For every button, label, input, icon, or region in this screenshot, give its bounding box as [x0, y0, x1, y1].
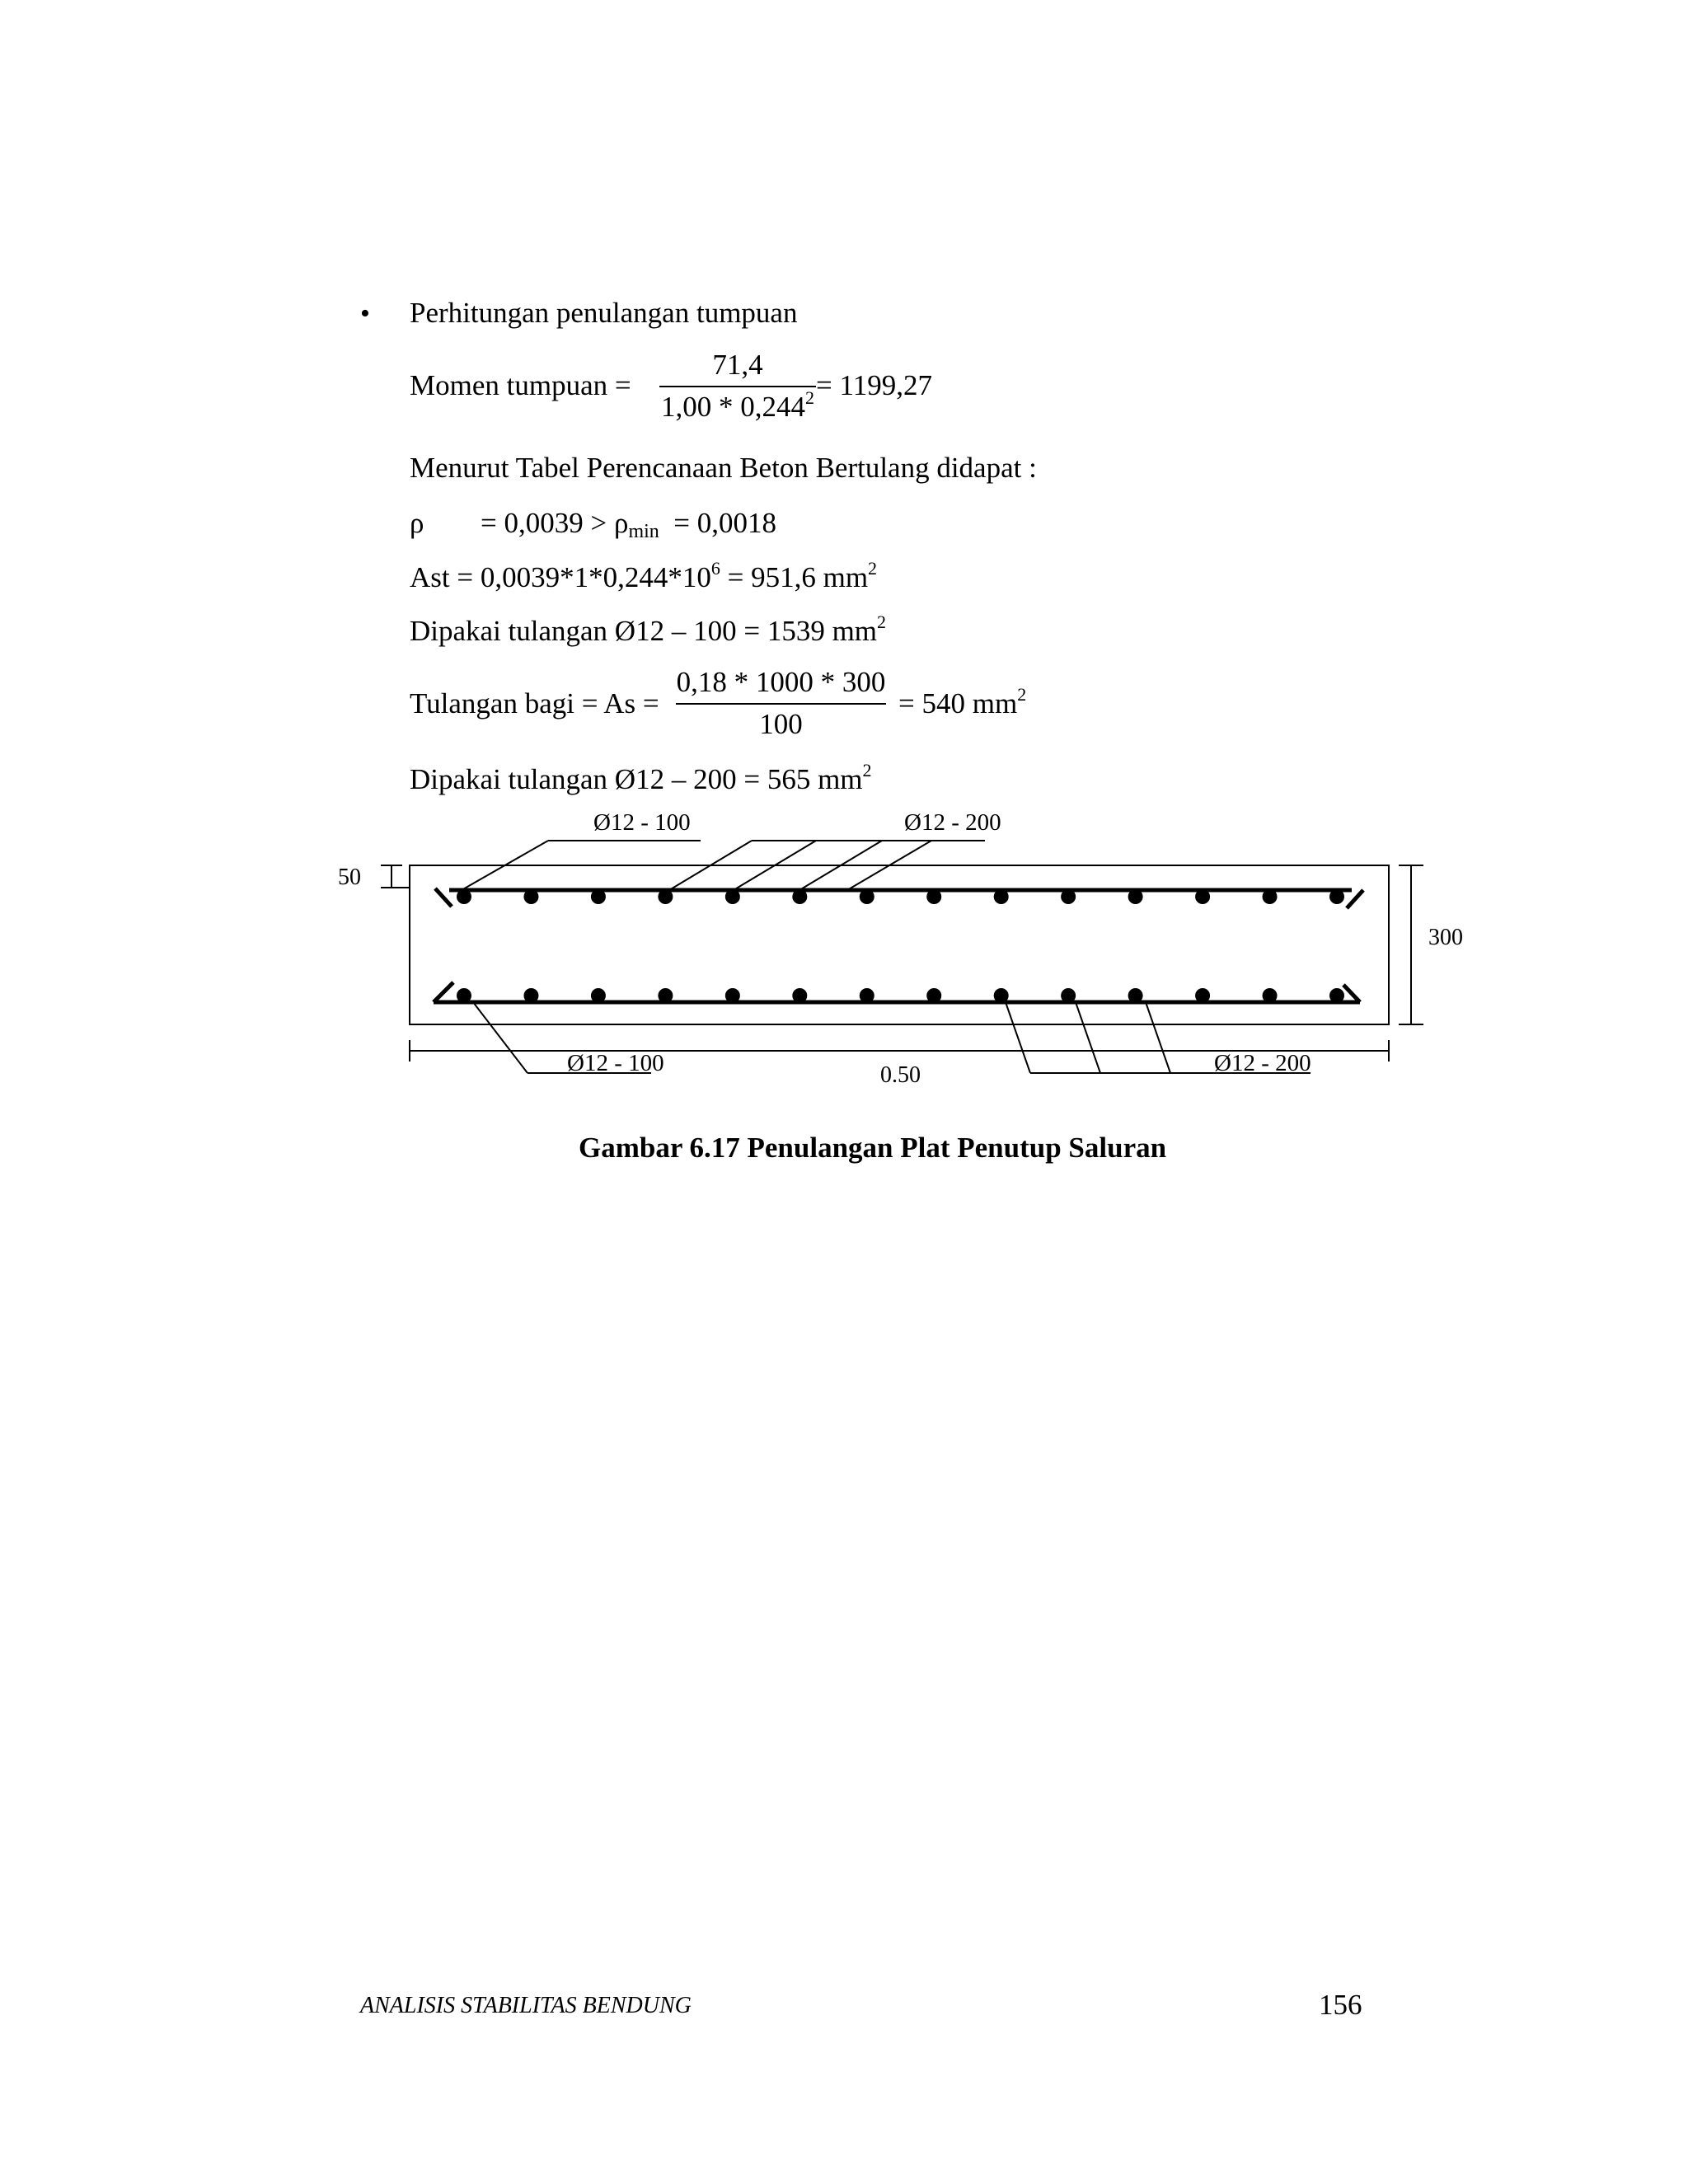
- leader-line: [473, 1002, 528, 1073]
- distribution-result: = 540 $mm^2$: [898, 684, 1027, 719]
- bottom-rebar-dot: [1128, 988, 1143, 1003]
- top-rebar-dot: [523, 889, 538, 904]
- moment-result: = 1199,27: [816, 369, 932, 401]
- top-rebar-dot: [1329, 889, 1344, 904]
- top-right-hook: [1347, 890, 1363, 908]
- distribution-numerator: 0,18 * 1000 * 300: [676, 666, 886, 698]
- top-rebar-dot: [1128, 889, 1143, 904]
- moment-numerator: 71,4: [712, 349, 763, 381]
- page-number: 156: [1319, 1989, 1362, 2021]
- leader-line: [1146, 1002, 1170, 1073]
- footer-title: ANALISIS STABILITAS BENDUNG: [360, 1993, 692, 2018]
- height-dimension-label: 300: [1428, 925, 1463, 950]
- top-rebar-dot: [457, 889, 471, 904]
- figure-caption: Gambar 6.17 Penulangan Plat Penutup Saluran: [579, 1132, 1167, 1164]
- rho-equation: = $0,0039 > \rho_{min} = 0,0018$: [481, 507, 777, 542]
- reinforcement-main: Dipakai tulangan Ø12 – 100 = 1539 $mm^2$: [410, 612, 887, 647]
- bottom-label-main: Ø12 - 100: [567, 1050, 664, 1076]
- bottom-rebar-dot: [591, 988, 606, 1003]
- bottom-label-distribution: Ø12 - 200: [1214, 1050, 1311, 1076]
- bottom-rebar-dot: [1329, 988, 1344, 1003]
- bottom-rebar-dot: [792, 988, 807, 1003]
- bottom-rebar-dot: [523, 988, 538, 1003]
- top-rebar-dot: [1061, 889, 1076, 904]
- top-rebar-dot: [591, 889, 606, 904]
- distribution-denominator: 100: [759, 708, 803, 740]
- top-rebar-dot: [792, 889, 807, 904]
- top-rebar-dot: [658, 889, 673, 904]
- reinforcement-distribution: Dipakai tulangan Ø12 – 200 = 565 $mm^2$: [410, 760, 872, 795]
- ast-equation: Ast = $0,0039*1*0,244*10^6 = 951,6$ $mm^2$: [410, 558, 878, 593]
- bullet-marker: •: [360, 298, 370, 329]
- top-rebar-dot: [926, 889, 941, 904]
- bottom-rebar-dot: [1263, 988, 1278, 1003]
- bottom-rebar-dot: [457, 988, 471, 1003]
- bottom-rebar-dot: [658, 988, 673, 1003]
- bottom-left-hook: [434, 982, 453, 1002]
- moment-label: Momen tumpuan =: [410, 369, 631, 401]
- bottom-rebar-dot: [926, 988, 941, 1003]
- width-dimension-label: 0.50: [880, 1062, 921, 1088]
- top-label-main: Ø12 - 100: [593, 809, 691, 836]
- bottom-rebar-dot: [725, 988, 740, 1003]
- top-rebar-dot: [1263, 889, 1278, 904]
- bottom-rebar-dot: [860, 988, 874, 1003]
- table-reference-text: Menurut Tabel Perencanaan Beton Bertulang didapat :: [410, 452, 1037, 484]
- section-heading: Perhitungan penulangan tumpuan: [410, 297, 798, 329]
- top-rebar-dot: [725, 889, 740, 904]
- bottom-right-hook: [1343, 985, 1360, 1002]
- top-label-distribution: Ø12 - 200: [904, 809, 1001, 836]
- bottom-rebar-dot: [1195, 988, 1210, 1003]
- bottom-rebar-dot: [1061, 988, 1076, 1003]
- leader-line: [1076, 1002, 1100, 1073]
- top-rebar-dot: [1195, 889, 1210, 904]
- moment-denominator: 1,00 * 0,244$^2$: [661, 387, 814, 423]
- cover-dimension-label: 50: [338, 865, 361, 890]
- distribution-label: Tulangan bagi = As =: [410, 687, 659, 719]
- bottom-rebar-dot: [994, 988, 1009, 1003]
- rho-symbol: ρ: [410, 507, 424, 539]
- top-rebar-dot: [860, 889, 874, 904]
- leader-line: [1006, 1002, 1030, 1073]
- top-rebar-dot: [994, 889, 1009, 904]
